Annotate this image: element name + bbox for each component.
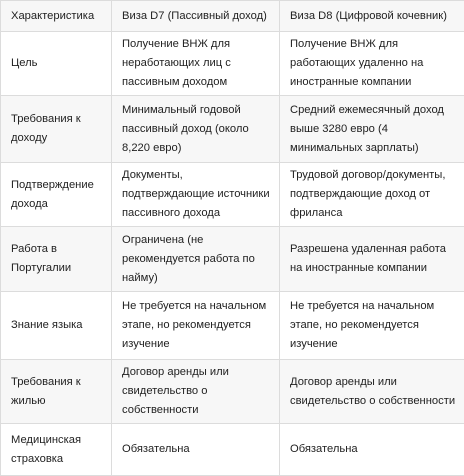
d7-cell: Ограничена (не рекомендуется работа по найму) bbox=[112, 227, 280, 292]
d7-cell: Получение ВНЖ для неработающих лиц с пассивным доходом bbox=[112, 32, 280, 96]
table-row bbox=[1, 96, 464, 163]
d8-cell: Договор аренды или свидетельство о собственности bbox=[280, 360, 464, 424]
d8-cell: Средний ежемесячный доход выше 3280 евро (4 минимальных зарплаты) bbox=[280, 96, 464, 163]
header-visa-d7: Виза D7 (Пассивный доход) bbox=[112, 1, 280, 32]
d7-cell: Минимальный годовой пассивный доход (около 8,220 евро) bbox=[112, 96, 280, 163]
d8-cell: Получение ВНЖ для работающих удаленно на иностранные компании bbox=[280, 32, 464, 96]
table-row bbox=[1, 163, 464, 227]
feature-cell: Требования к доходу bbox=[1, 96, 112, 163]
d7-cell: Документы, подтверждающие источники пассивного дохода bbox=[112, 163, 280, 227]
d7-cell: Обязательна bbox=[112, 424, 280, 476]
d7-cell: Договор аренды или свидетельство о собственности bbox=[112, 360, 280, 424]
header-visa-d8: Виза D8 (Цифровой кочевник) bbox=[280, 1, 464, 32]
feature-cell: Знание языка bbox=[1, 292, 112, 360]
d7-cell: Не требуется на начальном этапе, но рекомендуется изучение bbox=[112, 292, 280, 360]
table-header bbox=[1, 1, 464, 32]
table-row bbox=[1, 292, 464, 360]
d8-cell: Разрешена удаленная работа на иностранные компании bbox=[280, 227, 464, 292]
table-row bbox=[1, 32, 464, 96]
d8-cell: Обязательна bbox=[280, 424, 464, 476]
table-row bbox=[1, 424, 464, 476]
d8-cell: Не требуется на начальном этапе, но рекомендуется изучение bbox=[280, 292, 464, 360]
d8-cell: Трудовой договор/документы, подтверждающие доход от фриланса bbox=[280, 163, 464, 227]
header-row bbox=[1, 1, 464, 32]
table-row bbox=[1, 227, 464, 292]
table-body bbox=[1, 32, 464, 476]
feature-cell: Цель bbox=[1, 32, 112, 96]
table-row bbox=[1, 360, 464, 424]
feature-cell: Подтверждение дохода bbox=[1, 163, 112, 227]
feature-cell: Медицинская страховка bbox=[1, 424, 112, 476]
feature-cell: Работа в Португалии bbox=[1, 227, 112, 292]
header-characteristic: Характеристика bbox=[1, 1, 112, 32]
feature-cell: Требования к жилью bbox=[1, 360, 112, 424]
